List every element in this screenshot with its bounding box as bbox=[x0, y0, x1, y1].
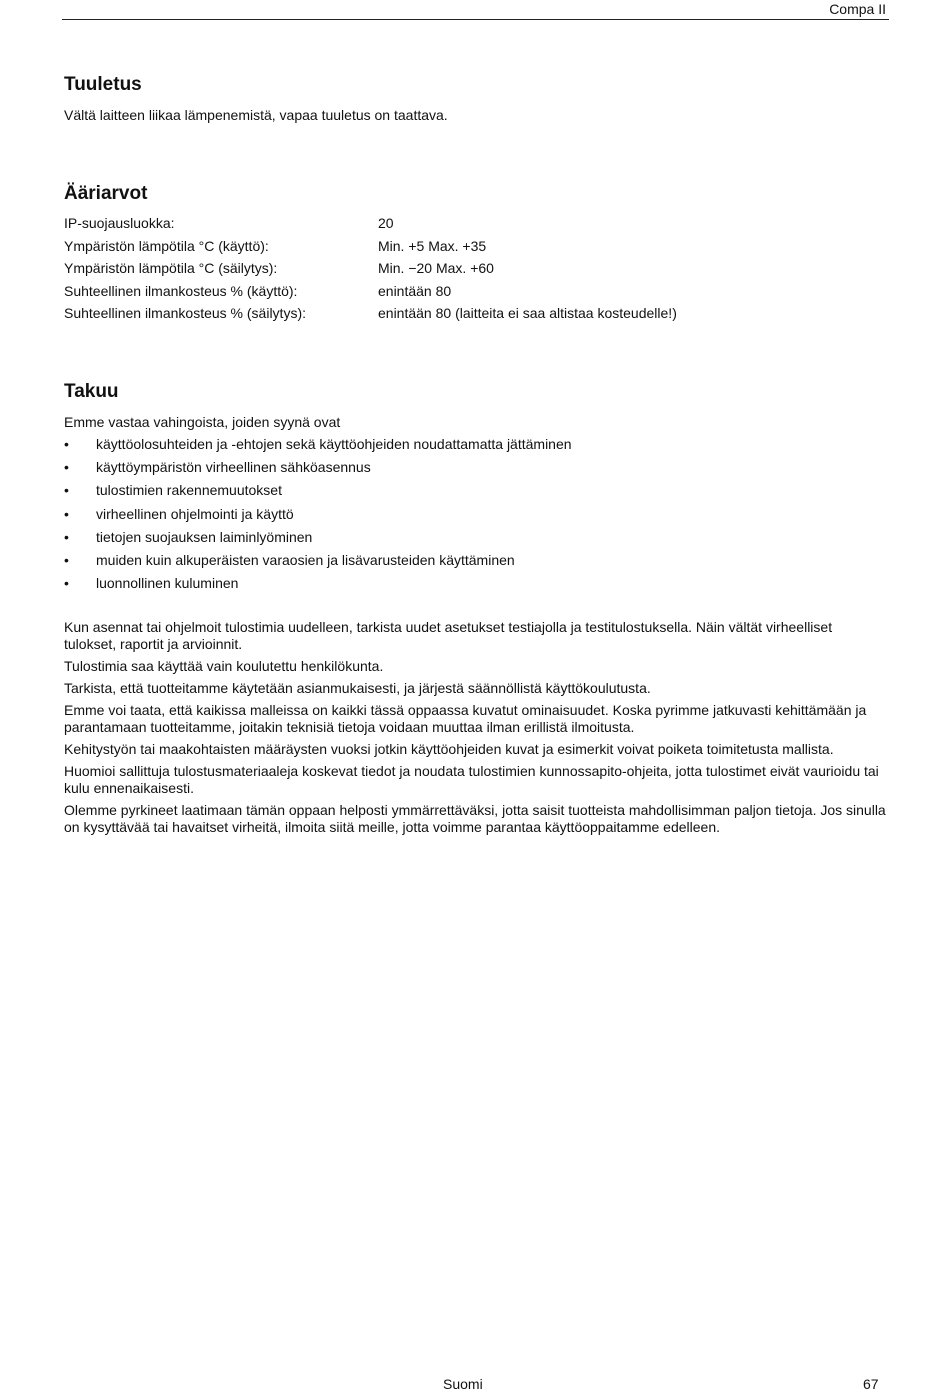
limits-label: Ympäristön lämpötila °C (käyttö): bbox=[64, 237, 269, 254]
bullet-icon: • bbox=[64, 505, 69, 522]
running-header: Compa II bbox=[829, 1, 886, 17]
warranty-paragraphs bbox=[64, 619, 886, 841]
limits-row bbox=[64, 280, 884, 302]
bullet-icon: • bbox=[64, 482, 69, 499]
limits-label: IP-suojausluokka: bbox=[64, 215, 175, 231]
limits-label: Suhteellinen ilmankosteus % (käyttö): bbox=[64, 282, 298, 299]
limits-value: enintään 80 (laitteita ei saa altistaa kosteudelle!) bbox=[378, 305, 677, 321]
limits-value: enintään 80 bbox=[378, 282, 452, 299]
footer-language: Suomi bbox=[443, 1376, 483, 1392]
warranty-intro: Emme vastaa vahingoista, joiden syynä ovat bbox=[64, 414, 341, 430]
limits-label: Suhteellinen ilmankosteus % (säilytys): bbox=[64, 305, 306, 321]
limits-row bbox=[64, 257, 884, 279]
limits-label: Ympäristön lämpötila °C (säilytys): bbox=[64, 260, 278, 276]
list-item-text: virheellinen ohjelmointi ja käyttö bbox=[96, 505, 294, 522]
limits-row bbox=[64, 235, 884, 257]
list-item-text: muiden kuin alkuperäisten varaosien ja lisävarusteiden käyttäminen bbox=[96, 551, 515, 568]
section-title-warranty: Takuu bbox=[64, 381, 119, 402]
section-title-ventilation: Tuuletus bbox=[64, 74, 142, 95]
paragraph: Emme voi taata, että kaikissa malleissa on kaikki tässä oppaassa kuvatut ominaisuudet. Koska pyrimme jatkuvasti kehittämään ja parantamaan tuotteitamme, joitakin teknisiä tietoja voidaan muuttaa ilman erillistä ilmoitusta. bbox=[64, 702, 867, 735]
list-item-text: käyttöympäristön virheellinen sähköasennus bbox=[96, 459, 371, 476]
paragraph: Tulostimia saa käyttää vain koulutettu henkilökunta. bbox=[64, 658, 384, 674]
list-item-text: tietojen suojauksen laiminlyöminen bbox=[96, 528, 313, 545]
paragraph: Huomioi sallittuja tulostusmateriaaleja koskevat tiedot ja noudata tulostimien kunnossapito-ohjeita, jotta tulostimet eivät vaurioidu tai kulu ennenaikaisesti. bbox=[64, 763, 879, 796]
paragraph: Kun asennat tai ohjelmoit tulostimia uudelleen, tarkista uudet asetukset testiajolla ja testitulostuksella. Näin vältät virheelliset tulokset, raportit ja arvioinnit. bbox=[64, 619, 833, 652]
list-item-text: luonnollinen kuluminen bbox=[96, 575, 239, 592]
bullet-icon: • bbox=[64, 551, 69, 568]
ventilation-text: Vältä laitteen liikaa lämpenemistä, vapaa tuuletus on taattava. bbox=[64, 107, 448, 123]
limits-value: Min. −20 Max. +60 bbox=[378, 260, 494, 276]
limits-row bbox=[64, 302, 884, 324]
bullet-icon: • bbox=[64, 575, 69, 592]
header-rule bbox=[62, 19, 889, 20]
paragraph: Olemme pyrkineet laatimaan tämän oppaan helposti ymmärrettäväksi, jotta saisit tuotteista mahdollisimman paljon tietoja. Jos sinulla on kysyttävää tai havaitset virheitä, ilmoita siitä meille, jotta voimme parantaa käyttöoppaitamme edelleen. bbox=[64, 802, 886, 835]
limits-row bbox=[64, 212, 884, 234]
limits-value: 20 bbox=[378, 215, 394, 231]
paragraph: Tarkista, että tuotteitamme käytetään asianmukaisesti, ja järjestä säännöllistä käyttökoulutusta. bbox=[64, 680, 651, 696]
list-item-text: käyttöolosuhteiden ja -ehtojen sekä käyttöohjeiden noudattamatta jättäminen bbox=[96, 436, 572, 452]
page-number: 67 bbox=[863, 1376, 879, 1392]
limits-value: Min. +5 Max. +35 bbox=[378, 237, 487, 254]
list-item-text: tulostimien rakennemuutokset bbox=[96, 482, 282, 499]
paragraph: Kehitystyön tai maakohtaisten määräysten vuoksi jotkin käyttöohjeiden kuvat ja esimerkit voivat poiketa toimitetusta mallista. bbox=[64, 741, 834, 757]
section-title-limits: Ääriarvot bbox=[64, 183, 148, 204]
bullet-icon: • bbox=[64, 459, 69, 476]
bullet-icon: • bbox=[64, 528, 69, 545]
bullet-icon: • bbox=[64, 436, 69, 452]
